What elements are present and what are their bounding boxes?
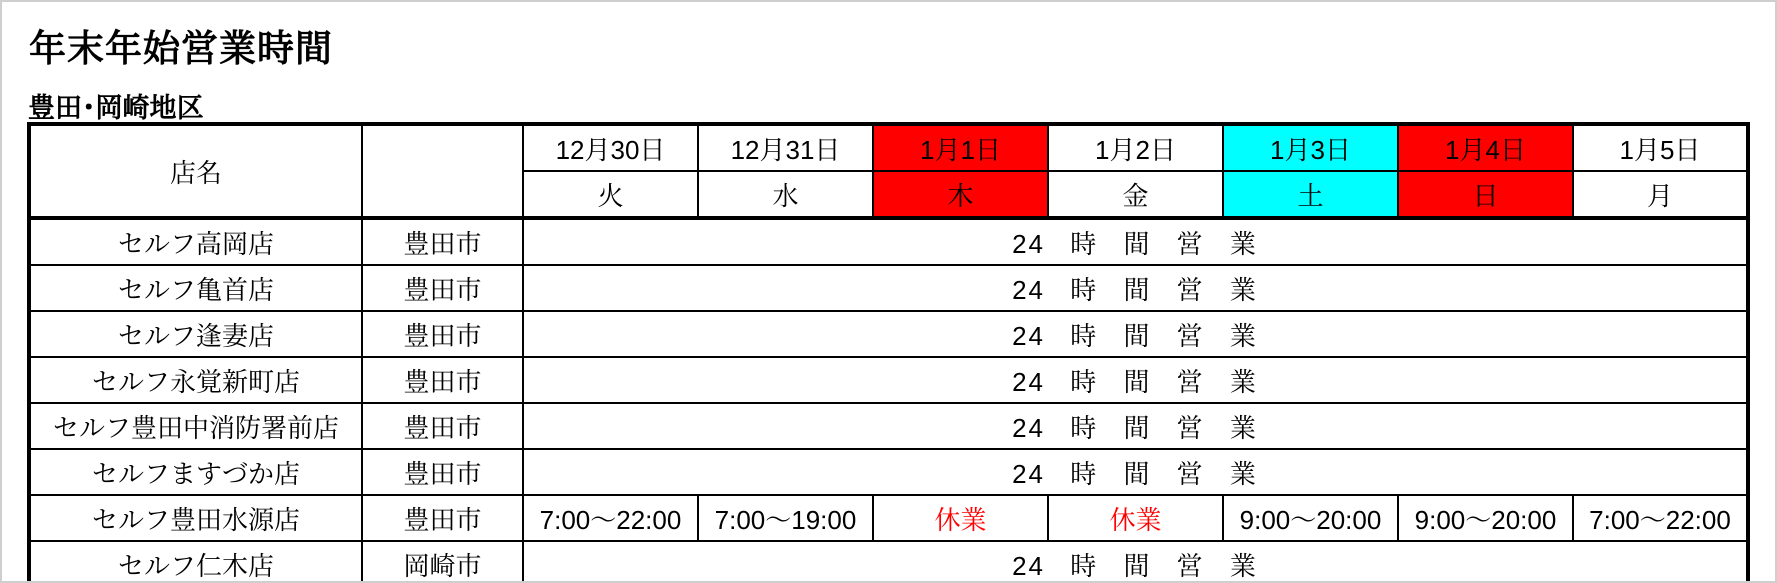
table-row bbox=[29, 265, 1748, 311]
hours-cell: 7:00〜22:00 bbox=[1573, 495, 1748, 541]
date-header-cell: 1月3日 bbox=[1223, 124, 1398, 171]
store-name-cell: セルフ高岡店 bbox=[29, 218, 362, 265]
hours-cell: 9:00〜20:00 bbox=[1223, 495, 1398, 541]
date-header-cell: 12月30日 bbox=[523, 124, 698, 171]
table-row bbox=[29, 541, 1748, 583]
date-header-cell: 1月4日 bbox=[1398, 124, 1573, 171]
all-day-hours-cell: 24 時 間 営 業 bbox=[523, 265, 1748, 311]
table-row bbox=[29, 357, 1748, 403]
store-name-cell: セルフ豊田水源店 bbox=[29, 495, 362, 541]
city-cell: 岡崎市 bbox=[362, 541, 523, 583]
closed-cell: 休業 bbox=[1048, 495, 1223, 541]
store-name-cell: セルフますづか店 bbox=[29, 449, 362, 495]
date-header-cell: 1月5日 bbox=[1573, 124, 1748, 171]
weekday-header-cell: 水 bbox=[698, 171, 873, 218]
closed-cell: 休業 bbox=[873, 495, 1048, 541]
weekday-header-cell: 火 bbox=[523, 171, 698, 218]
table-row bbox=[29, 449, 1748, 495]
hours-cell: 9:00〜20:00 bbox=[1398, 495, 1573, 541]
city-cell: 豊田市 bbox=[362, 403, 523, 449]
hours-table bbox=[27, 122, 1750, 583]
blank-header-cell bbox=[362, 124, 523, 218]
all-day-hours-cell: 24 時 間 営 業 bbox=[523, 311, 1748, 357]
store-name-header: 店名 bbox=[29, 124, 362, 218]
city-cell: 豊田市 bbox=[362, 495, 523, 541]
date-header-cell: 1月2日 bbox=[1048, 124, 1223, 171]
all-day-hours-cell: 24 時 間 営 業 bbox=[523, 403, 1748, 449]
all-day-hours-cell: 24 時 間 営 業 bbox=[523, 449, 1748, 495]
store-name-cell: セルフ仁木店 bbox=[29, 541, 362, 583]
date-header-cell: 12月31日 bbox=[698, 124, 873, 171]
all-day-hours-cell: 24 時 間 営 業 bbox=[523, 357, 1748, 403]
all-day-hours-cell: 24 時 間 営 業 bbox=[523, 218, 1748, 265]
all-day-hours-cell: 24 時 間 営 業 bbox=[523, 541, 1748, 583]
city-cell: 豊田市 bbox=[362, 218, 523, 265]
table-row bbox=[29, 311, 1748, 357]
weekday-header-cell: 日 bbox=[1398, 171, 1573, 218]
table-row bbox=[29, 218, 1748, 265]
weekday-header-cell: 土 bbox=[1223, 171, 1398, 218]
city-cell: 豊田市 bbox=[362, 449, 523, 495]
hours-cell: 7:00〜22:00 bbox=[523, 495, 698, 541]
region-title: 豊田･岡崎地区 bbox=[28, 93, 204, 123]
store-name-cell: セルフ永覚新町店 bbox=[29, 357, 362, 403]
table-row bbox=[29, 403, 1748, 449]
store-name-cell: セルフ亀首店 bbox=[29, 265, 362, 311]
city-cell: 豊田市 bbox=[362, 265, 523, 311]
hours-cell: 7:00〜19:00 bbox=[698, 495, 873, 541]
store-name-cell: セルフ豊田中消防署前店 bbox=[29, 403, 362, 449]
store-name-cell: セルフ逢妻店 bbox=[29, 311, 362, 357]
weekday-header-cell: 金 bbox=[1048, 171, 1223, 218]
weekday-header-cell: 木 bbox=[873, 171, 1048, 218]
city-cell: 豊田市 bbox=[362, 357, 523, 403]
page-title: 年末年始営業時間 bbox=[29, 28, 333, 69]
date-header-cell: 1月1日 bbox=[873, 124, 1048, 171]
date-header-row bbox=[29, 124, 1748, 171]
city-cell: 豊田市 bbox=[362, 311, 523, 357]
weekday-header-cell: 月 bbox=[1573, 171, 1748, 218]
table-row bbox=[29, 495, 1748, 541]
